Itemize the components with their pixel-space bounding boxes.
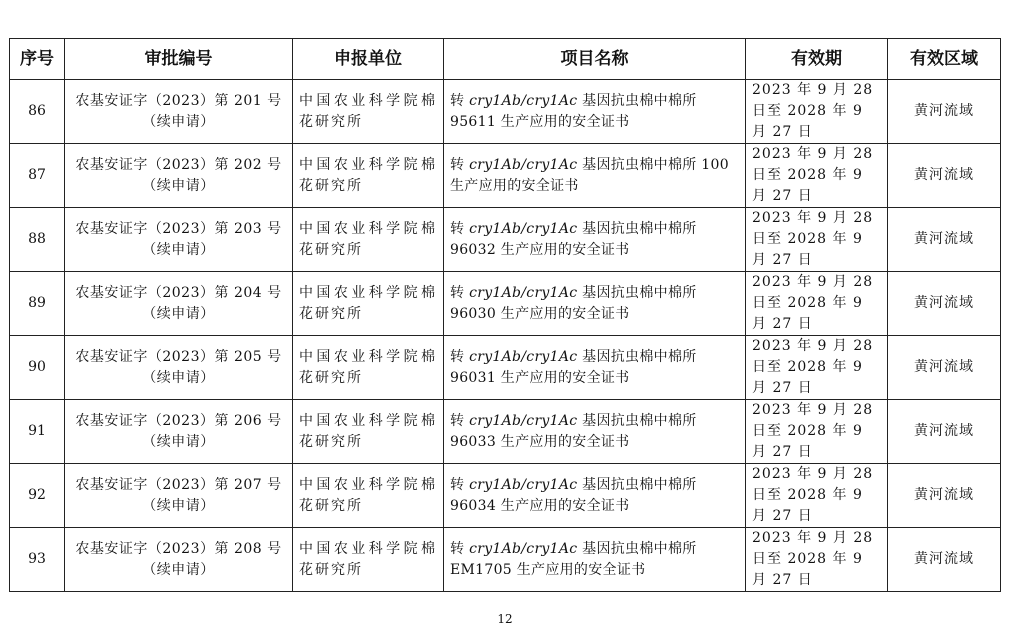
- row-number: 91: [10, 400, 65, 464]
- approval-code: 农基安证字（2023）第 205 号: [75, 348, 282, 365]
- validity-period: 2023 年 9 月 28 日至 2028 年 9 月 27 日: [746, 400, 888, 464]
- row-number: 92: [10, 464, 65, 528]
- approval-number: [65, 208, 293, 272]
- page-number: 12: [497, 612, 513, 626]
- project-name: [444, 80, 746, 144]
- project-gene: cry1Ab/cry1Ac: [469, 156, 578, 173]
- header-region: 有效区域: [888, 39, 1001, 80]
- approval-number: [65, 400, 293, 464]
- project-suffix: 基因抗虫棉中棉所 96030 生产应用的安全证书: [450, 284, 697, 322]
- validity-period: 2023 年 9 月 28 日至 2028 年 9 月 27 日: [746, 144, 888, 208]
- approval-note: （续申请）: [142, 113, 215, 130]
- header-unit: 申报单位: [293, 39, 444, 80]
- approval-code: 农基安证字（2023）第 206 号: [75, 412, 282, 429]
- applicant-unit: 中国农业科学院棉花研究所: [293, 464, 444, 528]
- approval-number: [65, 464, 293, 528]
- project-gene: cry1Ab/cry1Ac: [469, 540, 578, 557]
- applicant-unit: 中国农业科学院棉花研究所: [293, 208, 444, 272]
- project-name: [444, 272, 746, 336]
- approval-code: 农基安证字（2023）第 207 号: [75, 476, 282, 493]
- validity-period: 2023 年 9 月 28 日至 2028 年 9 月 27 日: [746, 336, 888, 400]
- table-row: [10, 208, 1001, 272]
- approval-note: （续申请）: [142, 433, 215, 450]
- project-suffix: 基因抗虫棉中棉所 96032 生产应用的安全证书: [450, 220, 697, 258]
- table-row: [10, 400, 1001, 464]
- valid-region: 黄河流域: [888, 208, 1001, 272]
- project-name: [444, 464, 746, 528]
- valid-region: 黄河流域: [888, 400, 1001, 464]
- applicant-unit: 中国农业科学院棉花研究所: [293, 80, 444, 144]
- validity-period: 2023 年 9 月 28 日至 2028 年 9 月 27 日: [746, 80, 888, 144]
- table-row: [10, 336, 1001, 400]
- approval-note: （续申请）: [142, 241, 215, 258]
- row-number: 90: [10, 336, 65, 400]
- applicant-unit: 中国农业科学院棉花研究所: [293, 336, 444, 400]
- approval-code: 农基安证字（2023）第 201 号: [75, 92, 282, 109]
- header-validity: 有效期: [746, 39, 888, 80]
- approval-number: [65, 144, 293, 208]
- project-suffix: 基因抗虫棉中棉所 EM1705 生产应用的安全证书: [450, 540, 697, 578]
- approval-number: [65, 336, 293, 400]
- table-row: [10, 528, 1001, 592]
- project-gene: cry1Ab/cry1Ac: [469, 284, 578, 301]
- applicant-unit: 中国农业科学院棉花研究所: [293, 400, 444, 464]
- applicant-unit: 中国农业科学院棉花研究所: [293, 144, 444, 208]
- approval-code: 农基安证字（2023）第 203 号: [75, 220, 282, 237]
- project-suffix: 基因抗虫棉中棉所 96031 生产应用的安全证书: [450, 348, 697, 386]
- project-prefix: 转: [450, 284, 470, 301]
- approval-code: 农基安证字（2023）第 204 号: [75, 284, 282, 301]
- project-gene: cry1Ab/cry1Ac: [469, 220, 578, 237]
- approval-number: [65, 80, 293, 144]
- approval-note: （续申请）: [142, 177, 215, 194]
- valid-region: 黄河流域: [888, 80, 1001, 144]
- approval-code: 农基安证字（2023）第 208 号: [75, 540, 282, 557]
- project-gene: cry1Ab/cry1Ac: [469, 476, 578, 493]
- row-number: 88: [10, 208, 65, 272]
- approval-note: （续申请）: [142, 369, 215, 386]
- validity-period: 2023 年 9 月 28 日至 2028 年 9 月 27 日: [746, 208, 888, 272]
- applicant-unit: 中国农业科学院棉花研究所: [293, 272, 444, 336]
- validity-period: 2023 年 9 月 28 日至 2028 年 9 月 27 日: [746, 272, 888, 336]
- project-name: [444, 208, 746, 272]
- approval-number: [65, 528, 293, 592]
- approval-note: （续申请）: [142, 561, 215, 578]
- valid-region: 黄河流域: [888, 528, 1001, 592]
- header-project: 项目名称: [444, 39, 746, 80]
- applicant-unit: 中国农业科学院棉花研究所: [293, 528, 444, 592]
- project-name: [444, 400, 746, 464]
- table-body: [10, 80, 1001, 592]
- project-prefix: 转: [450, 156, 470, 173]
- project-gene: cry1Ab/cry1Ac: [469, 412, 578, 429]
- project-prefix: 转: [450, 476, 470, 493]
- table-row: [10, 272, 1001, 336]
- project-name: [444, 528, 746, 592]
- approval-note: （续申请）: [142, 305, 215, 322]
- approval-code: 农基安证字（2023）第 202 号: [75, 156, 282, 173]
- project-suffix: 基因抗虫棉中棉所 100 生产应用的安全证书: [450, 156, 729, 194]
- row-number: 87: [10, 144, 65, 208]
- project-gene: cry1Ab/cry1Ac: [469, 92, 578, 109]
- validity-period: 2023 年 9 月 28 日至 2028 年 9 月 27 日: [746, 528, 888, 592]
- valid-region: 黄河流域: [888, 464, 1001, 528]
- approval-number: [65, 272, 293, 336]
- project-prefix: 转: [450, 412, 470, 429]
- table-row: [10, 80, 1001, 144]
- table-row: [10, 464, 1001, 528]
- valid-region: 黄河流域: [888, 272, 1001, 336]
- valid-region: 黄河流域: [888, 144, 1001, 208]
- table-row: [10, 144, 1001, 208]
- project-suffix: 基因抗虫棉中棉所 96034 生产应用的安全证书: [450, 476, 697, 514]
- header-no: 序号: [10, 39, 65, 80]
- table-header-row: [10, 39, 1001, 80]
- row-number: 93: [10, 528, 65, 592]
- approval-table: [9, 38, 1001, 592]
- project-prefix: 转: [450, 540, 470, 557]
- project-suffix: 基因抗虫棉中棉所 96033 生产应用的安全证书: [450, 412, 697, 450]
- project-prefix: 转: [450, 348, 470, 365]
- project-prefix: 转: [450, 220, 470, 237]
- project-name: [444, 336, 746, 400]
- row-number: 89: [10, 272, 65, 336]
- row-number: 86: [10, 80, 65, 144]
- valid-region: 黄河流域: [888, 336, 1001, 400]
- project-name: [444, 144, 746, 208]
- header-approval: 审批编号: [65, 39, 293, 80]
- project-suffix: 基因抗虫棉中棉所 95611 生产应用的安全证书: [450, 92, 697, 130]
- project-gene: cry1Ab/cry1Ac: [469, 348, 578, 365]
- approval-note: （续申请）: [142, 497, 215, 514]
- validity-period: 2023 年 9 月 28 日至 2028 年 9 月 27 日: [746, 464, 888, 528]
- project-prefix: 转: [450, 92, 470, 109]
